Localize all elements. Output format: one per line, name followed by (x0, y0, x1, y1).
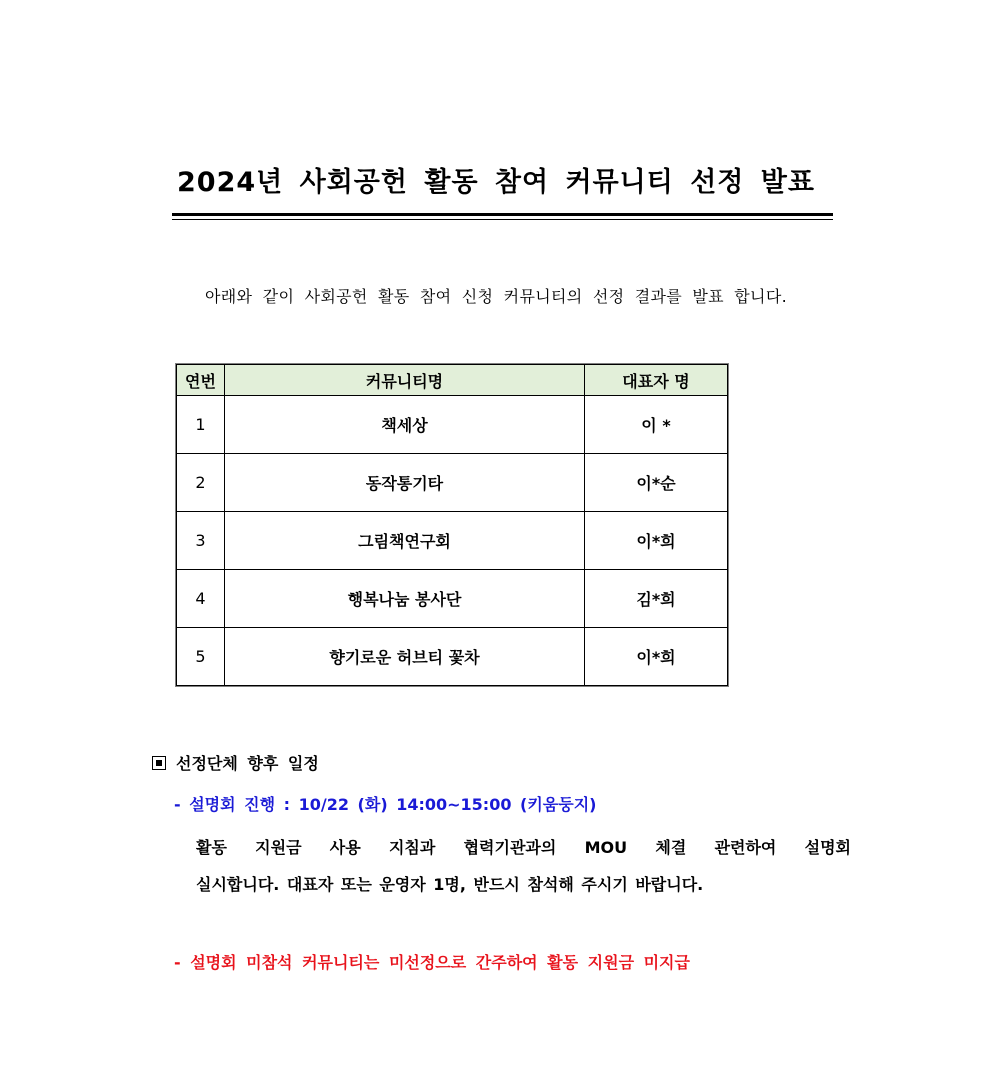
table-row (177, 512, 728, 570)
header-representative: 대표자 명 (585, 365, 728, 396)
row-number: 3 (177, 512, 225, 570)
header-number: 연번 (177, 365, 225, 396)
table-row (177, 628, 728, 686)
row-representative: 이 * (585, 396, 728, 454)
title-underline-thin (172, 219, 833, 220)
row-number: 4 (177, 570, 225, 628)
row-representative: 이*희 (585, 628, 728, 686)
title-underline-thick (172, 213, 833, 216)
row-representative: 김*희 (585, 570, 728, 628)
absence-warning-note: - 설명회 미참석 커뮤니티는 미선정으로 간주하여 활동 지원금 미지급 (174, 953, 690, 972)
table-row (177, 454, 728, 512)
header-community: 커뮤니티명 (225, 365, 585, 396)
square-bullet-icon (152, 756, 166, 770)
description-line-2: 실시합니다. 대표자 또는 운영자 1명, 반드시 참석해 주시기 바랍니다. (196, 875, 704, 894)
table-row (177, 570, 728, 628)
briefing-session-item: - 설명회 진행 : 10/22 (화) 14:00~15:00 (키움둥지) (174, 795, 597, 814)
table-row (177, 396, 728, 454)
document-title: 2024년 사회공헌 활동 참여 커뮤니티 선정 발표 (177, 167, 815, 198)
row-number: 5 (177, 628, 225, 686)
row-number: 1 (177, 396, 225, 454)
schedule-heading (150, 751, 870, 774)
row-community: 향기로운 허브티 꽃차 (225, 628, 585, 686)
row-number: 2 (177, 454, 225, 512)
briefing-session-description (196, 829, 851, 903)
selection-results-table (176, 364, 728, 686)
description-line-1: 활동 지원금 사용 지침과 협력기관과의 MOU 체결 관련하여 설명회 (196, 838, 851, 857)
schedule-heading-text: 선정단체 향후 일정 (176, 754, 319, 773)
row-community: 그림책연구회 (225, 512, 585, 570)
row-community: 동작통기타 (225, 454, 585, 512)
row-representative: 이*순 (585, 454, 728, 512)
row-representative: 이*희 (585, 512, 728, 570)
row-community: 행복나눔 봉사단 (225, 570, 585, 628)
table-header-row (177, 365, 728, 396)
row-community: 책세상 (225, 396, 585, 454)
intro-text: 아래와 같이 사회공헌 활동 참여 신청 커뮤니티의 선정 결과를 발표 합니다. (205, 287, 787, 306)
